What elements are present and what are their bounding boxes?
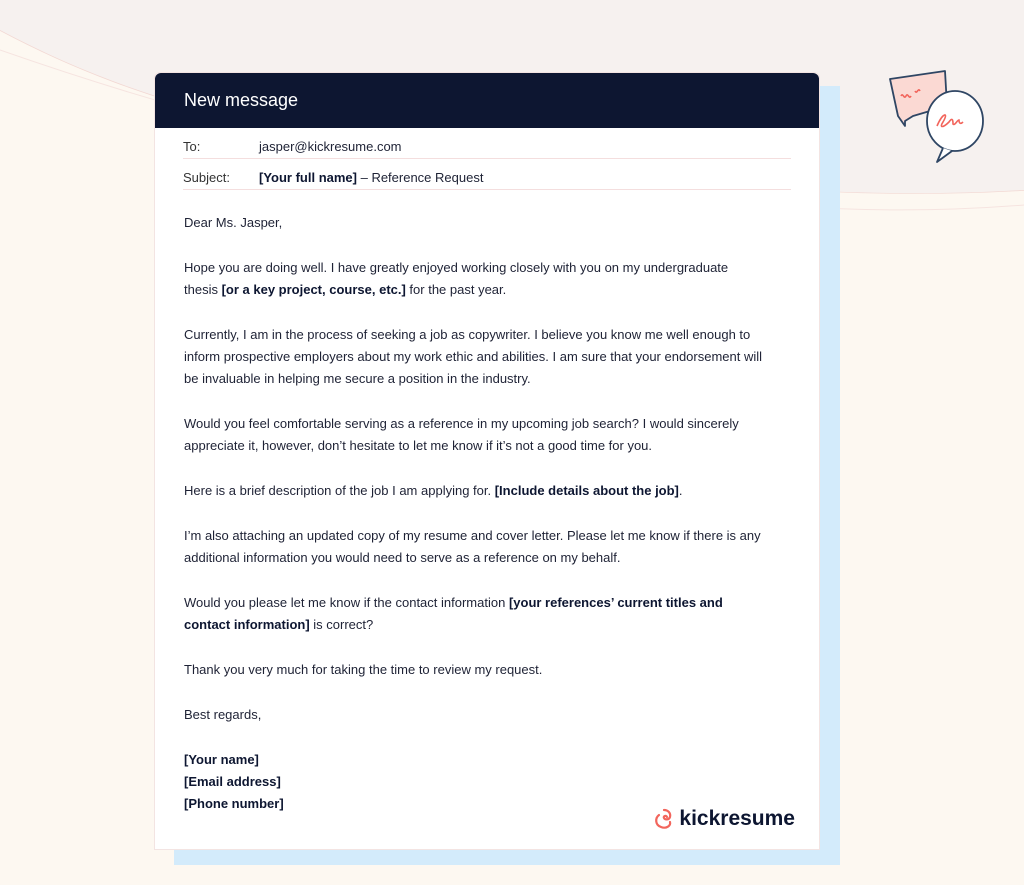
paragraph [184,659,765,681]
kickresume-logo-icon [653,807,675,831]
placeholder-text: [Include details about the job] [494,483,679,498]
paragraph [184,257,765,301]
brand-name: kickresume [679,807,795,830]
text-segment: for the past year. [405,282,507,297]
compose-header: New message [155,73,819,128]
sig-email: [Email address] [184,774,281,789]
sig-phone: [Phone number] [184,796,284,811]
text-segment: Hope you are doing well. I have greatly enjoyed working closely with you on my undergraduate thesis [184,260,729,297]
email-compose-card [154,72,820,850]
placeholder-text: [or a key project, course, etc.] [221,282,406,297]
message-body[interactable] [155,190,795,815]
closing: Best regards, [184,707,262,722]
text-segment: Currently, I am in the process of seeking a job as copywriter. I believe you know me well enough to inform prospective employers about my work ethic and abilities. I am sure that your endorsement will be invaluable in helping me secure a position in the industry. [184,327,763,386]
text-segment: Would you please let me know if the contact information [184,595,509,610]
text-segment: Thank you very much for taking the time to review my request. [184,662,543,677]
text-segment: I’m also attaching an updated copy of my resume and cover letter. Please let me know if there is any additional information you would need to serve as a reference on my behalf. [184,528,761,565]
greeting: Dear Ms. Jasper, [184,215,283,230]
paragraph [184,592,765,636]
to-value: jasper@kickresume.com [259,138,402,154]
text-segment: is correct? [309,617,374,632]
paragraph [184,324,765,390]
subject-field[interactable] [183,159,791,190]
chat-bubbles-icon [885,66,990,166]
paragraph [184,413,765,457]
kickresume-logo [653,807,795,831]
signature [184,749,765,815]
subject-value: [Your full name] – Reference Request [259,169,484,185]
text-segment: . [678,483,683,498]
paragraph [184,480,765,502]
subject-label: Subject: [183,169,230,185]
text-segment: Would you feel comfortable serving as a reference in my upcoming job search? I would sincerely appreciate it, however, don’t hesitate to let me know if it’s not a good time for you. [184,416,739,453]
text-segment: Here is a brief description of the job I am applying for. [184,483,495,498]
sig-name: [Your name] [184,752,259,767]
paragraph [184,525,765,569]
placeholder-text: [your references’ current titles and contact information] [184,595,723,632]
to-field[interactable] [183,128,791,159]
to-label: To: [183,138,201,154]
